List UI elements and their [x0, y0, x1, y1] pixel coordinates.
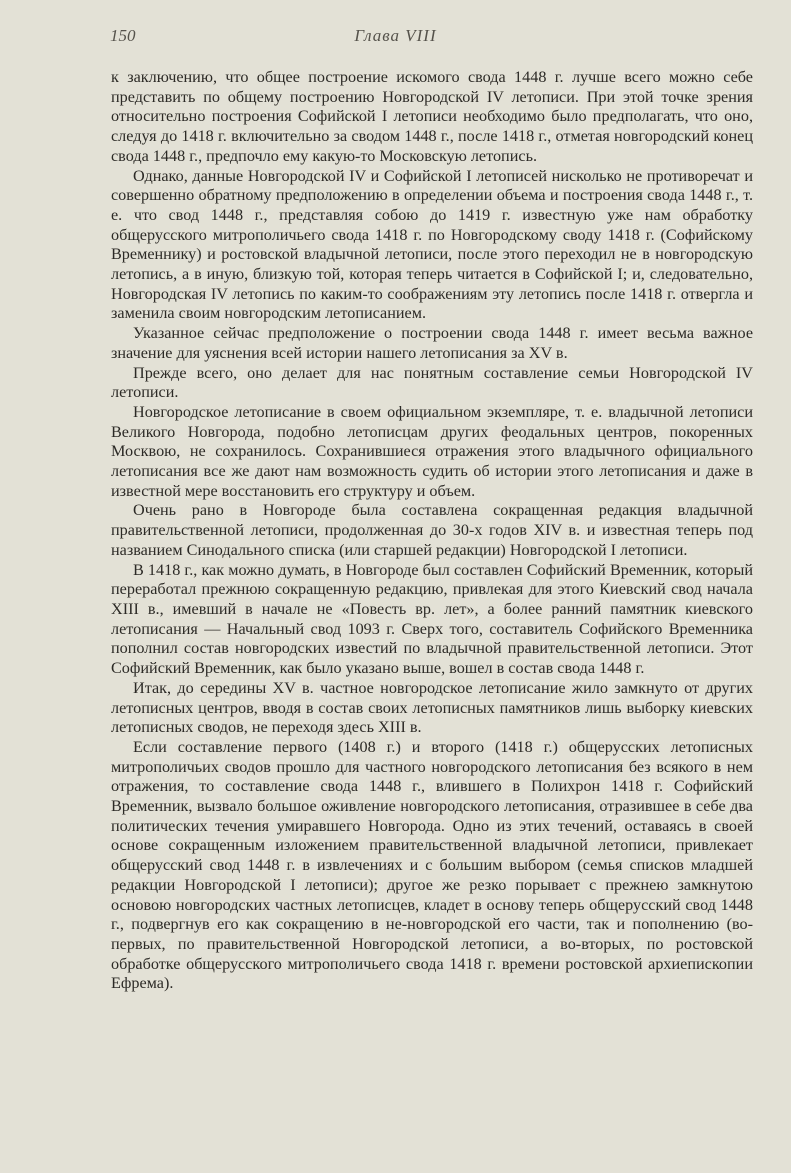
paragraph: Итак, до середины XV в. частное новгородское летописание жило замкнуто от других летописных центров, вводя в состав своих летописных памятников лишь выборку киевских летописных сводов, не переходя здесь XIII в.: [111, 678, 753, 737]
paragraph: Если составление первого (1408 г.) и второго (1418 г.) общерусских летописных митрополичьих сводов прошло для частного новгородского летописания без всякого в нем отражения, то составление свода 1448 г., влившего в Полихрон 1418 г. Софийский Временник, вызвало большое оживление новгородского летописания, отразившее в себе два политических течения умиравшего Новгорода. Одно из этих течений, оставаясь в своей основе сокращенным изложением правительственной владычной летописи, привлекает общерусский свод 1448 г. в извлечениях и с большим выбором (семья списков младшей редакции Новгородской I летописи); другое же резко порывает с прежнею замкнутою основою новгородских частных летописцев, кладет в основу теперь общерусский свод 1448 г., подвергнув его как сокращению в не-новгородской его части, так и пополнению (во-первых, по правительственной Новгородской летописи, а во-вторых, по ростовской обработке общерусского митрополичьего свода 1418 г. времени ростовской архиепископии Ефрема).: [111, 737, 753, 993]
paragraph: к заключению, что общее построение искомого свода 1448 г. лучше всего можно себе представить по общему построению Новгородской IV летописи. При этой точке зрения относительно построения Софийской I летописи необходимо было предполагать, что оно, следуя до 1418 г. включительно за сводом 1448 г., после 1418 г., отметая новгородский конец свода 1448 г., предпочло ему какую-то Московскую летопись.: [111, 68, 753, 165]
paragraph: В 1418 г., как можно думать, в Новгороде был составлен Софийский Временник, который переработал прежнюю сокращенную редакцию, привлекая для этого Киевский свод начала XIII в., имевший в начале не «Повесть вр. лет», а более ранний памятник киевского летописания — Начальный свод 1093 г. Сверх того, составитель Софийского Временника пополнил состав новгородских известий по владычной правительственной летописи. Этот Софийский Временник, как было указано выше, вошел в состав свода 1448 г.: [111, 560, 753, 678]
paragraph: Прежде всего, оно делает для нас понятным составление семьи Новгородской IV летописи.: [111, 363, 753, 402]
page-header: [0, 26, 791, 50]
paragraph: Указанное сейчас предположение о построении свода 1448 г. имеет весьма важное значение для уяснения всей истории нашего летописания за XV в.: [111, 324, 753, 362]
body-text: [111, 68, 753, 994]
running-head: Глава VIII: [354, 26, 437, 45]
page-number: 150: [110, 26, 136, 45]
paragraph: Новгородское летописание в своем официальном экземпляре, т. е. владычной летописи Великого Новгорода, подобно летописцам других феодальных центров, покоренных Москвою, не сохранилось. Сохранившиеся отражения этого владычного официального летописания все же дают нам возможность судить об истории этого летописания и даже в известной мере восстановить его структуру и объем.: [111, 402, 753, 500]
paragraph: Однако, данные Новгородской IV и Софийской I летописей нисколько не противоречат и совершенно обратному предположению в определении объема и построения свода 1448 г., т. е. что свод 1448 г., представляя собою до 1419 г. известную уже нам обработку общерусского митрополичьего свода 1418 г. по Новгородскому своду 1418 г. (Софийскому Временнику) и ростовской владычной летописи, после этого переходил не в новгородскую летопись, а в иную, близкую той, которая теперь читается в Софийской I; и, следовательно, Новгородская IV летопись по каким-то соображениям эту летопись после 1418 г. отвергла и заменила своим новгородским летописанием.: [111, 166, 753, 323]
paragraph: Очень рано в Новгороде была составлена сокращенная редакция владычной правительственной летописи, продолженная до 30-х годов XIV в. и известная теперь под названием Синодального списка (или старшей редакции) Новгородской I летописи.: [111, 501, 753, 559]
